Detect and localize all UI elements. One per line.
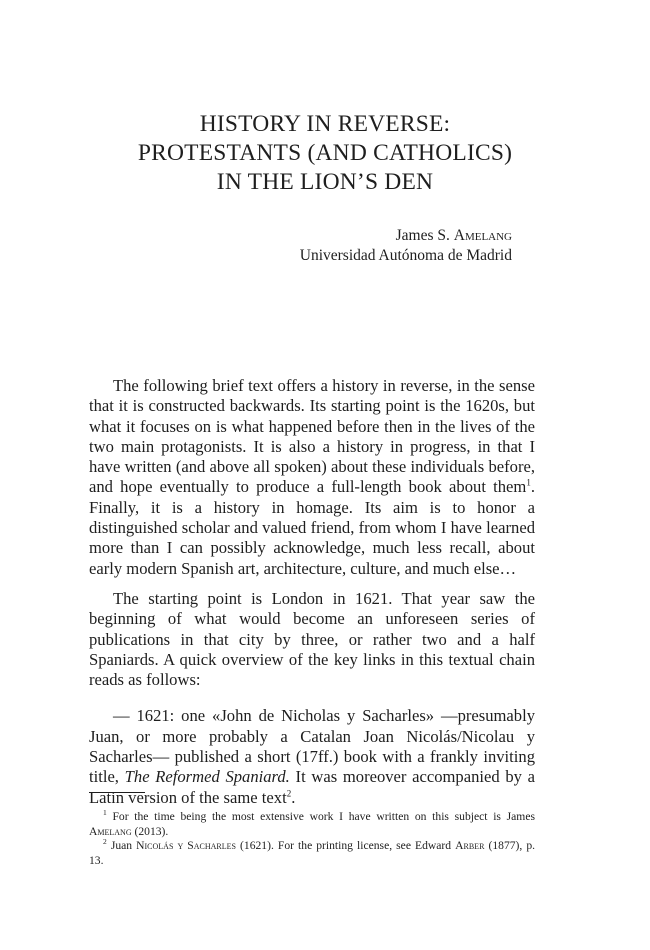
paragraph-3-text: — 1621: one «John de Nicholas y Sacharles» —presumably Juan, or more probably a Catalan Joan Nicolás/Nicolau y Sacharles— published a short (17ff.) book with a frankly inviting title, (89, 706, 535, 787)
footnote-2-pre: Juan (110, 839, 133, 853)
footnote-1-mark: 1 (103, 808, 107, 818)
book-title: The Reformed Spaniard. (124, 767, 290, 787)
author-first-name: James S. (395, 227, 450, 244)
footnote-ref-1[interactable]: 1 (526, 477, 531, 488)
footnote-2-mark: 2 (103, 837, 107, 847)
footnote-1 (89, 810, 535, 839)
paragraph-3-end: . (291, 787, 296, 807)
paragraph-1-text-continued: . Finally, it is a history in homage. Its aim is to honor a distinguished scholar and valued friend, from whom I have learned more than I can possibly acknowledge, much less recall, about early modern Spanish art, architecture, culture, and much else… (89, 477, 535, 578)
article-title (0, 110, 650, 197)
paragraph-1 (89, 376, 535, 579)
footnote-2 (89, 839, 535, 868)
paragraph-3-text-continued: It was moreover accompanied by a Latin version of the same text (89, 767, 536, 807)
body-text (89, 376, 535, 818)
author-last-name: Amelang (453, 227, 512, 244)
paragraph-3 (89, 706, 535, 807)
footnote-2-text-2: (1877), p. 13. (89, 839, 536, 867)
footnote-2-author: Nicolás y Sacharles (136, 839, 236, 853)
footnote-1-author: Amelang (89, 824, 132, 838)
author-name (300, 226, 512, 246)
footnote-1-year: (2013). (134, 824, 169, 838)
title-line-1: HISTORY IN REVERSE: (199, 111, 451, 137)
author-block (300, 226, 512, 266)
footnote-2-text: (1621). For the printing license, see Edward (240, 839, 452, 853)
footnotes (89, 810, 535, 868)
title-line-2: PROTESTANTS (AND CATHOLICS) (137, 140, 513, 166)
footnote-divider (89, 792, 145, 793)
footnote-ref-2[interactable]: 2 (286, 788, 292, 799)
footnote-1-text: For the time being the most extensive work I have written on this subject is James (112, 810, 535, 823)
paragraph-1-text: The following brief text offers a history in reverse, in the sense that it is constructed backwards. Its starting point is the 1620s, but what it focuses on is what happened before then in the lives of the two main protagonists. It is also a history in progress, in that I have written (and above all spoken) about these individuals before, and hope eventually to produce a full-length book about them (89, 376, 535, 497)
paragraph-2: The starting point is London in 1621. That year saw the beginning of what would become an unforeseen series of publications in that city by three, or rather two and a half Spaniards. A quick overview of the key links in this textual chain reads as follows: (89, 588, 535, 690)
footnote-2-author-2: Arber (455, 839, 485, 853)
author-affiliation: Universidad Autónoma de Madrid (299, 247, 512, 264)
title-line-3: IN THE LION’S DEN (216, 169, 434, 195)
